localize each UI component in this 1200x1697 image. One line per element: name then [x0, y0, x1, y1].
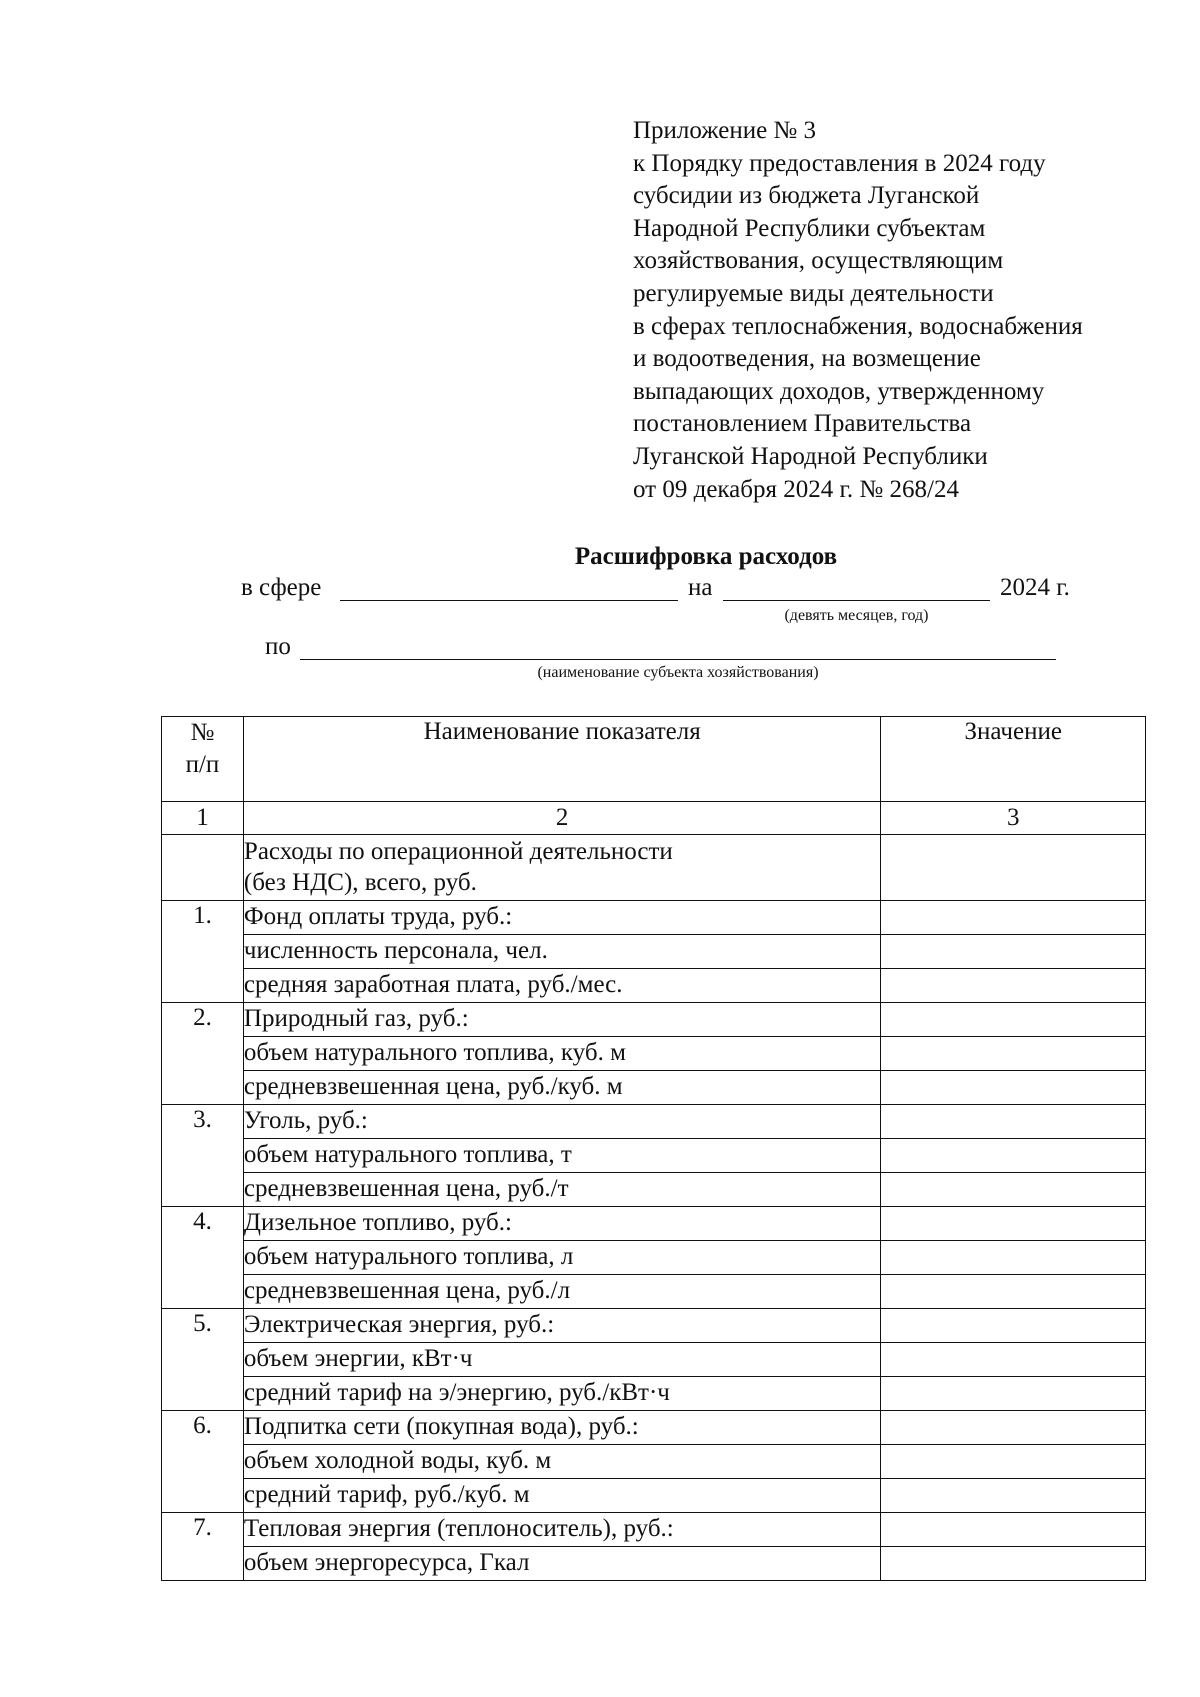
- table-header-row: [162, 717, 1146, 802]
- appendix-line: к Порядку предоставления в 2024 году: [633, 149, 1046, 177]
- value-cell[interactable]: [881, 1139, 1146, 1173]
- table-row: [162, 1343, 1146, 1377]
- group-title-cell: Фонд оплаты труда, руб.:: [243, 901, 880, 935]
- appendix-line: Луганской Народной Республики: [633, 442, 988, 470]
- appendix-header: [633, 115, 1083, 506]
- value-cell[interactable]: [881, 1445, 1146, 1479]
- value-cell[interactable]: [881, 1241, 1146, 1275]
- group-title-cell: Подпитка сети (покупная вода), руб.:: [243, 1411, 880, 1445]
- total-row-line: (без НДС), всего, руб.: [243, 869, 477, 896]
- table-row: [162, 1411, 1146, 1445]
- group-title-cell: Уголь, руб.:: [243, 1105, 880, 1139]
- sphere-label: в сфере: [241, 574, 322, 601]
- value-cell[interactable]: [881, 1547, 1146, 1581]
- value-cell[interactable]: [881, 1479, 1146, 1513]
- table-row: [162, 1241, 1146, 1275]
- table-row: [162, 1445, 1146, 1479]
- indicator-name-cell: объем натурального топлива, л: [243, 1241, 880, 1275]
- appendix-line: регулируемые виды деятельности: [633, 279, 994, 307]
- table-row: [162, 969, 1146, 1003]
- indicator-name-cell: объем энергоресурса, Гкал: [243, 1547, 880, 1581]
- column-number-2: 2: [243, 802, 880, 835]
- period-label: на: [688, 574, 713, 601]
- group-title-cell: Природный газ, руб.:: [243, 1003, 880, 1037]
- value-cell[interactable]: [881, 1105, 1146, 1139]
- value-cell[interactable]: [881, 1207, 1146, 1241]
- appendix-line: и водоотведения, на возмещение: [633, 345, 981, 373]
- group-number: 4.: [162, 1207, 244, 1309]
- table-row: [162, 1479, 1146, 1513]
- header-number-text: № п/п: [185, 719, 220, 778]
- period-hint: (девять месяцев, год): [784, 607, 929, 624]
- value-cell[interactable]: [881, 1037, 1146, 1071]
- appendix-line: выпадающих доходов, утвержденному: [633, 377, 1045, 405]
- header-indicator-name: Наименование показателя: [243, 717, 880, 802]
- table-row: [162, 1377, 1146, 1411]
- indicator-name-cell: средневзвешенная цена, руб./т: [243, 1173, 880, 1207]
- table-row: [162, 1207, 1146, 1241]
- group-number: 3.: [162, 1105, 244, 1207]
- indicator-name-cell: объем энергии, кВт·ч: [243, 1343, 880, 1377]
- sphere-blank-field[interactable]: [340, 600, 678, 601]
- indicator-name-cell: средневзвешенная цена, руб./куб. м: [243, 1071, 880, 1105]
- value-cell[interactable]: [881, 1411, 1146, 1445]
- group-number: 5.: [162, 1309, 244, 1411]
- group-number: 7.: [162, 1513, 244, 1581]
- value-cell[interactable]: [881, 1071, 1146, 1105]
- value-cell[interactable]: [881, 1275, 1146, 1309]
- total-row-number: [162, 835, 244, 901]
- group-number: 6.: [162, 1411, 244, 1513]
- group-title-cell: Электрическая энергия, руб.:: [243, 1309, 880, 1343]
- table-row: [162, 1139, 1146, 1173]
- appendix-line: субсидии из бюджета Луганской: [633, 182, 980, 210]
- table-row: [162, 1071, 1146, 1105]
- total-row-line: Расходы по операционной деятельности: [243, 838, 673, 865]
- indicator-name-cell: численность персонала, чел.: [243, 935, 880, 969]
- subject-blank-field[interactable]: [300, 659, 1056, 660]
- appendix-line: Народной Республики субъектам: [633, 214, 986, 242]
- value-cell[interactable]: [881, 1343, 1146, 1377]
- indicator-name-cell: средневзвешенная цена, руб./л: [243, 1275, 880, 1309]
- indicator-name-cell: объем натурального топлива, т: [243, 1139, 880, 1173]
- table-row: [162, 1105, 1146, 1139]
- table-row: [162, 935, 1146, 969]
- indicator-name-cell: средний тариф на э/энергию, руб./кВт·ч: [243, 1377, 880, 1411]
- table-row: [162, 1003, 1146, 1037]
- table-row: [162, 1513, 1146, 1547]
- value-cell[interactable]: [881, 1309, 1146, 1343]
- document-title: Расшифровка расходов: [574, 543, 838, 570]
- total-row-name: [243, 835, 880, 901]
- value-cell[interactable]: [881, 1173, 1146, 1207]
- group-number: 2.: [162, 1003, 244, 1105]
- subject-label: по: [265, 633, 291, 660]
- group-title-cell: Тепловая энергия (теплоноситель), руб.:: [243, 1513, 880, 1547]
- indicator-name-cell: объем натурального топлива, куб. м: [243, 1037, 880, 1071]
- period-blank-field[interactable]: [723, 600, 990, 601]
- appendix-line: Приложение № 3: [633, 117, 817, 144]
- table-row: [162, 1309, 1146, 1343]
- value-cell[interactable]: [881, 1377, 1146, 1411]
- table-row: [162, 1173, 1146, 1207]
- header-number: [162, 717, 244, 802]
- table-row: [162, 1547, 1146, 1581]
- indicator-name-cell: объем холодной воды, куб. м: [243, 1445, 880, 1479]
- appendix-line: в сферах теплоснабжения, водоснабжения: [633, 312, 1083, 340]
- total-row: [162, 835, 1146, 901]
- appendix-line: хозяйствования, осуществляющим: [633, 247, 1004, 275]
- value-cell[interactable]: [881, 901, 1146, 935]
- table-row: [162, 901, 1146, 935]
- table-row: [162, 1275, 1146, 1309]
- column-number-3: 3: [881, 802, 1146, 835]
- indicator-name-cell: средняя заработная плата, руб./мес.: [243, 969, 880, 1003]
- expenses-table: [161, 716, 1146, 1581]
- group-title-cell: Дизельное топливо, руб.:: [243, 1207, 880, 1241]
- value-cell[interactable]: [881, 1513, 1146, 1547]
- header-value: Значение: [881, 717, 1146, 802]
- column-numbers-row: [162, 802, 1146, 835]
- value-cell[interactable]: [881, 969, 1146, 1003]
- year-label: 2024 г.: [1000, 574, 1070, 601]
- table-row: [162, 1037, 1146, 1071]
- value-cell[interactable]: [881, 1003, 1146, 1037]
- appendix-line: постановлением Правительства: [633, 410, 972, 438]
- appendix-line: от 09 декабря 2024 г. № 268/24: [633, 475, 959, 503]
- total-row-value-cell[interactable]: [881, 835, 1146, 901]
- column-number-1: 1: [162, 802, 244, 835]
- value-cell[interactable]: [881, 935, 1146, 969]
- indicator-name-cell: средний тариф, руб./куб. м: [243, 1479, 880, 1513]
- subject-hint: (наименование субъекта хозяйствования): [537, 664, 819, 681]
- group-number: 1.: [162, 901, 244, 1003]
